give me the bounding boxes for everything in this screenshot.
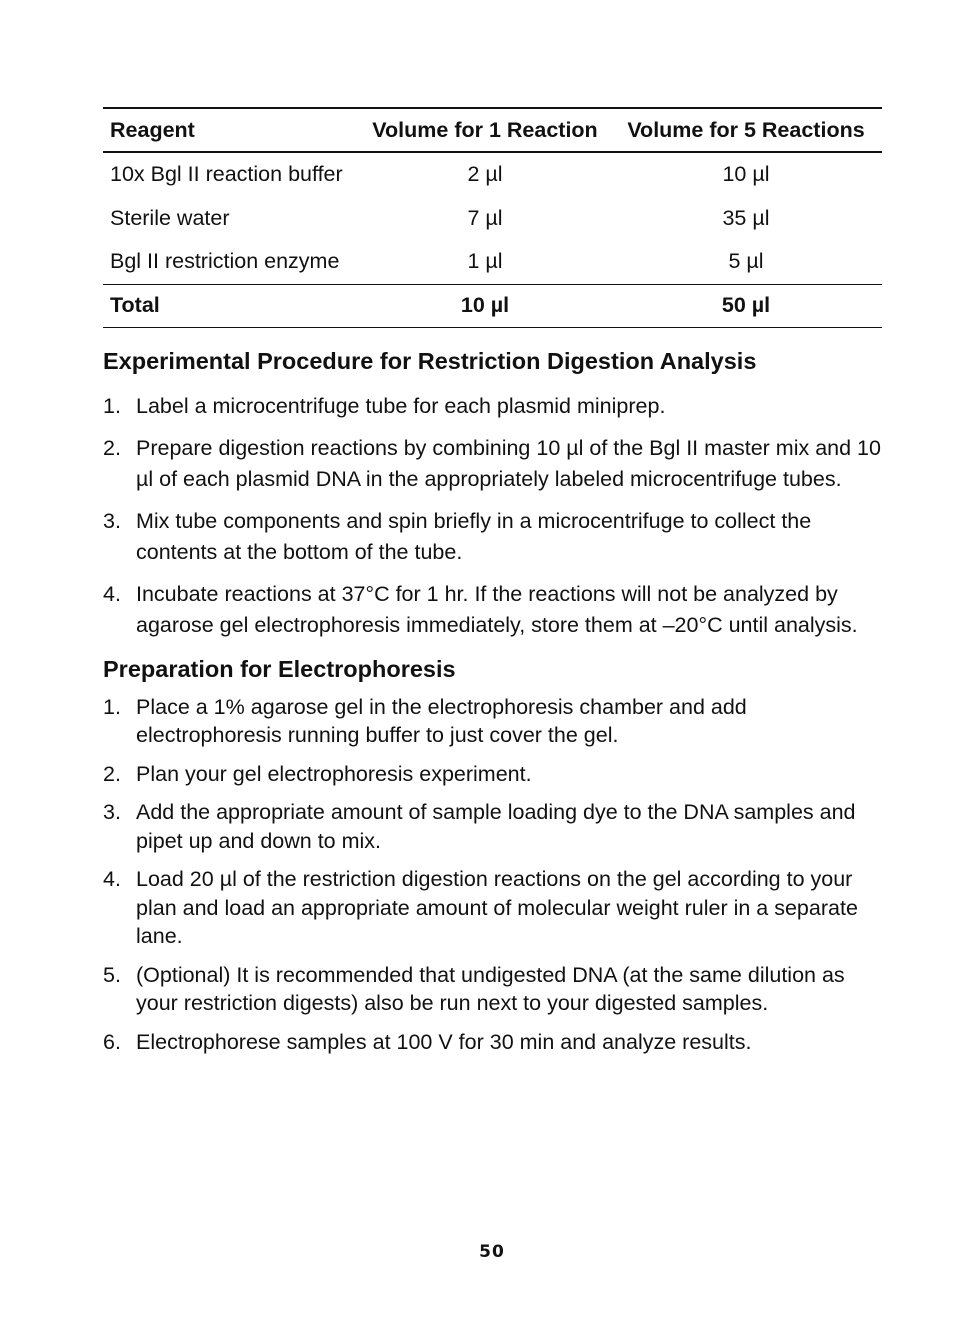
preparation-steps	[103, 693, 882, 1057]
step-text: Add the appropriate amount of sample loading dye to the DNA samples and pipet up and down to mix.	[136, 800, 856, 853]
reagent-table	[103, 107, 882, 328]
header-volume-1: Volume for 1 Reaction	[372, 117, 598, 142]
total-volume-1: 10 µl	[460, 293, 510, 317]
step-number: 1.	[103, 694, 121, 719]
step-text: Plan your gel electrophoresis experiment.	[136, 761, 532, 786]
table-row	[103, 152, 882, 197]
preparation-heading: Preparation for Electrophoresis	[103, 655, 456, 682]
step-number: 3.	[103, 800, 121, 824]
step-number: 2.	[103, 435, 121, 460]
volume-1: 7 µl	[467, 205, 503, 230]
list-item	[103, 961, 882, 1018]
list-item	[103, 760, 882, 789]
list-item	[103, 865, 882, 951]
page-number: 50	[479, 1242, 505, 1262]
list-item	[103, 798, 882, 855]
step-text: Mix tube components and spin briefly in a microcentrifuge to collect the contents at the bottom of the tube.	[136, 508, 812, 564]
step-number: 2.	[103, 761, 121, 786]
procedure-heading: Experimental Procedure for Restriction Digestion Analysis	[103, 347, 757, 374]
total-volume-5: 50 µl	[721, 293, 771, 317]
step-number: 4.	[103, 867, 121, 891]
table-total-row	[103, 284, 882, 327]
header-reagent: Reagent	[110, 117, 195, 142]
reagent-name: Bgl II restriction enzyme	[110, 249, 340, 274]
volume-5: 10 µl	[722, 162, 770, 187]
step-text: Electrophorese samples at 100 V for 30 min and analyze results.	[136, 1029, 752, 1054]
total-label: Total	[110, 293, 160, 317]
step-number: 1.	[103, 393, 121, 418]
step-text: (Optional) It is recommended that undigested DNA (at the same dilution as your restriction digests) also be run next to your digested samples.	[136, 962, 845, 1015]
step-number: 4.	[103, 581, 121, 606]
step-text: Load 20 µl of the restriction digestion reactions on the gel according to your plan and load an appropriate amount of molecular weight ruler in a separate lane.	[136, 867, 858, 948]
list-item	[103, 579, 882, 641]
procedure-steps	[103, 391, 882, 641]
list-item	[103, 391, 882, 422]
step-number: 5.	[103, 962, 121, 987]
volume-1: 2 µl	[467, 162, 503, 187]
table-row	[103, 197, 882, 241]
volume-5: 35 µl	[722, 205, 770, 230]
step-text: Incubate reactions at 37°C for 1 hr. If the reactions will not be analyzed by agarose gel electrophoresis immediately, store them at –20°C until analysis.	[136, 581, 858, 637]
table-row	[103, 240, 882, 284]
step-number: 6.	[103, 1029, 121, 1054]
list-item	[103, 693, 882, 750]
list-item	[103, 1028, 882, 1057]
volume-1: 1 µl	[467, 249, 503, 274]
reagent-name: Sterile water	[110, 205, 230, 230]
volume-5: 5 µl	[728, 249, 764, 274]
reagent-name: 10x Bgl II reaction buffer	[110, 162, 343, 187]
list-item	[103, 506, 882, 568]
page-content	[103, 107, 882, 1066]
step-number: 3.	[103, 508, 121, 533]
table-header-row	[103, 108, 882, 152]
step-text: Label a microcentrifuge tube for each plasmid miniprep.	[136, 393, 666, 418]
header-volume-5: Volume for 5 Reactions	[627, 117, 865, 142]
step-text: Prepare digestion reactions by combining 10 µl of the Bgl II master mix and 10 µl of each plasmid DNA in the appropriately labeled microcentrifuge tubes.	[136, 435, 881, 491]
step-text: Place a 1% agarose gel in the electrophoresis chamber and add electrophoresis running buffer to just cover the gel.	[136, 694, 747, 747]
list-item	[103, 433, 882, 495]
